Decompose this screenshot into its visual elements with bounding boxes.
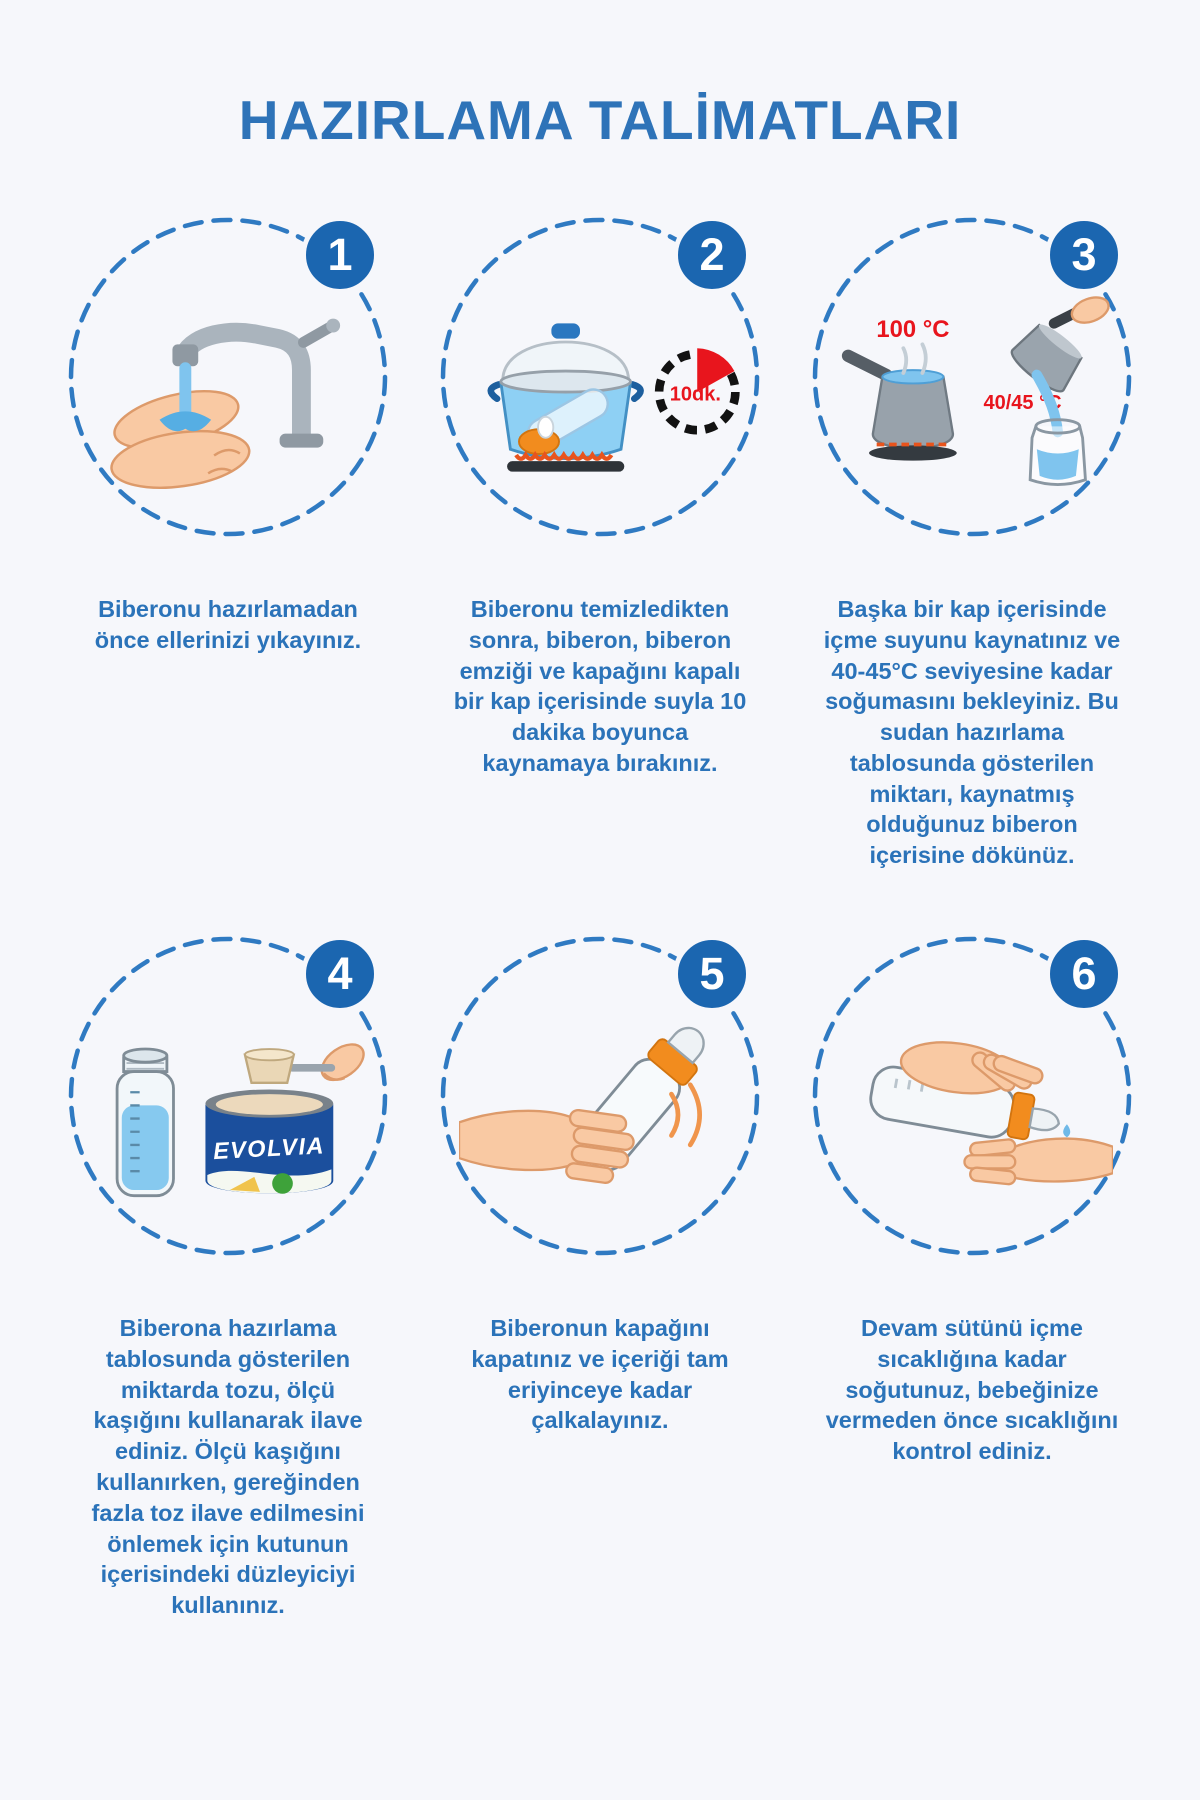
step-2-circle: [439, 216, 761, 538]
bottle-and-formula-can-icon: [87, 1013, 369, 1210]
temp-40-45-label: 40/45 °C: [983, 392, 1062, 415]
step-number: 6: [1071, 948, 1097, 1000]
step-1-number-badge: [301, 216, 379, 294]
step-6-caption: Devam sütünü içme sıcaklığına kadar soğutunuz, bebeğinize vermeden önce sıcaklığını kontrol ediniz.: [825, 1315, 1119, 1465]
step-4-caption: Biberona hazırlama tablosunda gösterilen miktarda tozu, ölçü kaşığını kullanarak ilave ediniz. Ölçü kaşığını kullanırken, gereğinden fazla toz ilave edilmesini önlemek için kutunun içerisindeki düzleyiciyi kullanınız.: [91, 1315, 365, 1619]
boiling-pot-icon: [491, 324, 641, 467]
temp-100-label: 100 °C: [876, 315, 950, 343]
step-3-circle: [811, 216, 1133, 538]
step-1-circle: [67, 216, 389, 538]
hand-icon: [1068, 293, 1112, 327]
page-title: HAZIRLAMA TALİMATLARI: [238, 89, 962, 151]
step-number: 3: [1071, 229, 1097, 280]
timer-icon: [659, 348, 735, 430]
step-1-caption: Biberonu hazırlamadan önce ellerinizi yıkayınız.: [94, 596, 362, 653]
step-2-caption: Biberonu temizledikten sonra, biberon, biberon emziği ve kapağını kapalı bir kap içerisinde suyla 10 dakika boyunca kaynamaya bırakınız.: [453, 596, 747, 776]
step-2-number-badge: [673, 216, 751, 294]
step-5-circle: [439, 935, 761, 1257]
step-number: 2: [699, 229, 725, 280]
step-3-caption: Başka bir kap içerisinde içme suyunu kaynatınız ve 40-45°C seviyesine kadar soğumasını bekleyiniz. Bu sudan hazırlama tablosunda gösterilen miktarı, kaynatmış olduğunuz biberon içerisine dökünüz.: [823, 596, 1121, 869]
step-4: [46, 935, 410, 1621]
step-number: 5: [699, 948, 725, 1000]
step-5: [418, 935, 782, 1436]
step-5-number-badge: [673, 935, 751, 1013]
water-bottle-icon: [117, 1049, 173, 1196]
pouring-into-bottle-icon: [984, 293, 1113, 485]
timer-label: 10dk.: [669, 383, 721, 406]
step-1: [46, 216, 410, 656]
step-3-number-badge: [1045, 216, 1123, 294]
holding-arm-icon: [459, 1109, 635, 1184]
hand-washing-icon: [99, 289, 357, 497]
step-4-number-badge: [301, 935, 379, 1013]
steps-grid: [0, 216, 1200, 1621]
shake-bottle-icon: [459, 1013, 741, 1210]
teat-icon: [1029, 1108, 1060, 1133]
step-number: 4: [327, 948, 353, 1000]
boil-cool-pour-icon: [829, 293, 1115, 493]
boiling-water-pot-icon: [848, 316, 957, 461]
step-4-circle: [67, 935, 389, 1257]
temperature-check-icon: [831, 1013, 1113, 1210]
step-5-caption: Biberonun kapağını kapatınız ve içeriği tam eriyinceye kadar çalkalayınız.: [471, 1315, 729, 1434]
formula-can-icon: [205, 1037, 369, 1194]
step-6: [790, 935, 1154, 1467]
step-6-number-badge: [1045, 935, 1123, 1013]
step-6-circle: [811, 935, 1133, 1257]
wrist-arm-icon: [964, 1139, 1113, 1185]
step-number: 1: [327, 229, 353, 280]
step-3: [790, 216, 1154, 871]
boiling-pot-with-timer-icon: [457, 293, 743, 493]
step-2: [418, 216, 782, 779]
teat-icon: [538, 417, 553, 438]
can-brand-label: EVOLVIA: [212, 1132, 326, 1165]
